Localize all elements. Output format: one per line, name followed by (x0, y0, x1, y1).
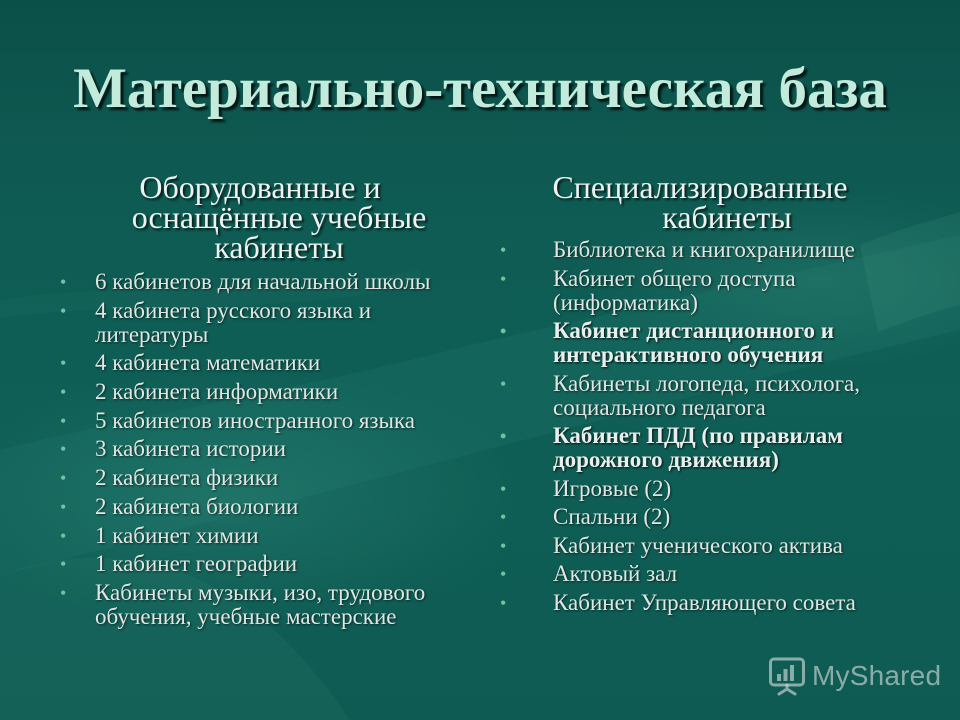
right-column-list (498, 238, 908, 619)
list-item: • 4 кабинета русского языка и литературы (58, 299, 475, 347)
list-item: • Кабинет ПДД (по правилам дорожного движения) (498, 424, 908, 472)
list-item: • Кабинет дистанционного и интерактивного обучения (498, 319, 908, 367)
list-item: • 2 кабинета биологии (58, 495, 475, 519)
watermark-text: MyShared (812, 660, 942, 691)
list-item: • Кабинет ученического актива (498, 534, 908, 558)
list-item: • Кабинеты логопеда, психолога, социального педагога (498, 372, 908, 420)
list-item: • 4 кабинета математики (58, 351, 475, 375)
list-item: • Кабинеты музыки, изо, трудового обучения, учебные мастерские (58, 581, 475, 629)
presentation-chart-icon (768, 656, 806, 696)
list-item: • 2 кабинета физики (58, 466, 475, 490)
list-item: • 1 кабинет химии (58, 524, 475, 548)
list-item: • 6 кабинетов для начальной школы (58, 270, 475, 294)
left-column-heading: Оборудованные и оснащённые учебные кабинеты (131, 169, 427, 265)
left-column-list (58, 270, 475, 634)
list-item: • Актовый зал (498, 562, 908, 586)
list-item: • Кабинет общего доступа (информатика) (498, 267, 908, 315)
slide-title: Материально-техническая база (73, 57, 887, 120)
list-item: • Кабинет Управляющего совета (498, 591, 908, 615)
list-item: • Спальни (2) (498, 505, 908, 529)
list-item: • 1 кабинет географии (58, 552, 475, 576)
list-item: • 2 кабинета информатики (58, 380, 475, 404)
list-item: • 5 кабинетов иностранного языка (58, 409, 475, 433)
list-item: • 3 кабинета истории (58, 437, 475, 461)
list-item: • Библиотека и книгохранилище (498, 238, 908, 262)
right-column-heading: Специализированные кабинеты (552, 169, 848, 235)
watermark (768, 656, 941, 696)
list-item: • Игровые (2) (498, 477, 908, 501)
